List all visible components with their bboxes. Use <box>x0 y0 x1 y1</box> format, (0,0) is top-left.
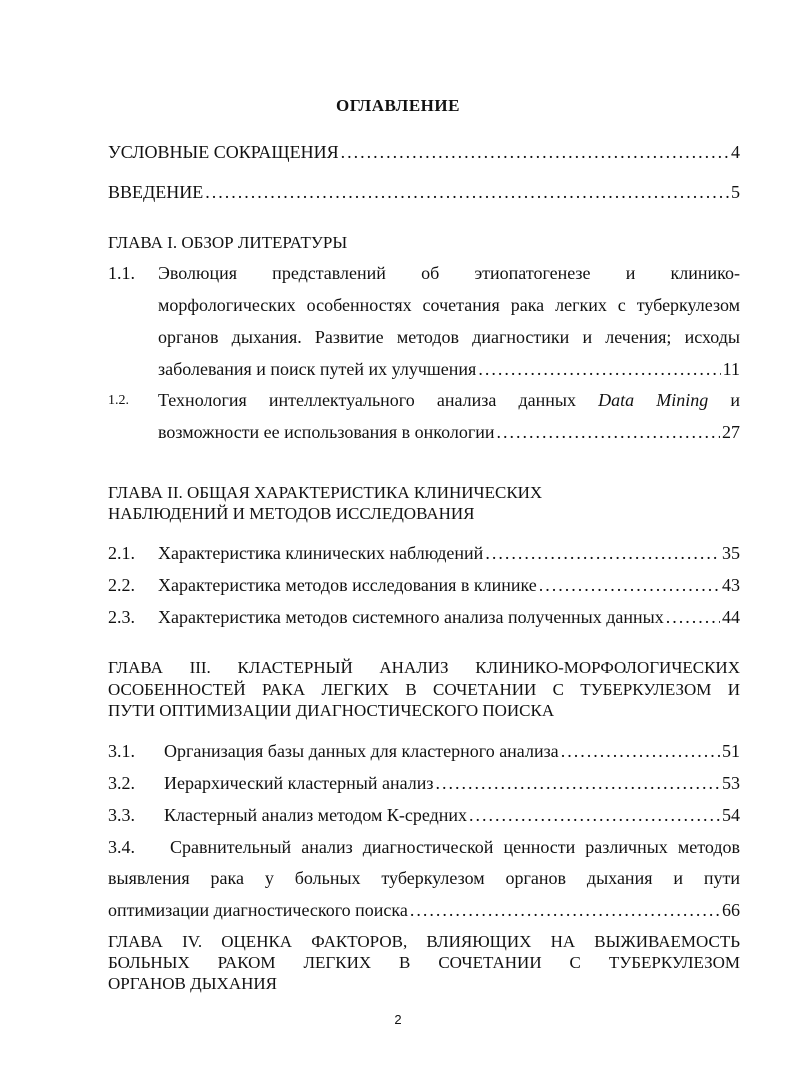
heading-line: ПУТИ ОПТИМИЗАЦИИ ДИАГНОСТИЧЕСКОГО ПОИСКА <box>108 701 555 720</box>
toc-label: УСЛОВНЫЕ СОКРАЩЕНИЯ <box>108 142 339 162</box>
heading-line: ГЛАВА IV. ОЦЕНКА ФАКТОРОВ, ВЛИЯЮЩИХ НА ВЫЖИВАЕМОСТЬ <box>108 932 740 951</box>
toc-line: Сравнительный анализ диагностической ценности различных методов <box>170 837 740 857</box>
section-number: 3.4. <box>108 837 135 857</box>
toc-text: Технология интеллектуального анализа данных <box>158 390 576 410</box>
dot-leader <box>469 803 720 827</box>
page-number: 2 <box>394 1012 402 1027</box>
toc-line: Эволюция представлений об этиопатогенезе и клинико- <box>158 263 740 283</box>
toc-page: 51 <box>722 741 740 761</box>
dot-leader <box>561 739 720 763</box>
toc-page: 4 <box>731 142 740 162</box>
toc-text: и <box>730 390 740 410</box>
section-number: 1.1. <box>108 263 135 283</box>
toc-page: 11 <box>722 359 740 379</box>
dot-leader <box>539 573 720 597</box>
dot-leader <box>436 771 720 795</box>
toc-entry-introduction[interactable] <box>108 180 740 204</box>
heading-line: ОСОБЕННОСТЕЙ РАКА ЛЕГКИХ В СОЧЕТАНИИ С ТУБЕРКУЛЕЗОМ И <box>108 680 740 699</box>
toc-entry-abbreviations[interactable] <box>108 140 740 164</box>
dot-leader <box>666 605 720 629</box>
section-number: 3.1. <box>108 741 135 761</box>
toc-line: морфологических особенностях сочетания рака легких с туберкулезом <box>158 295 740 315</box>
chapter-1-heading: ГЛАВА I. ОБЗОР ЛИТЕРАТУРЫ <box>108 233 348 252</box>
toc-label: возможности ее использования в онкологии <box>158 422 495 442</box>
dot-leader <box>341 140 729 164</box>
toc-label: Характеристика методов системного анализа полученных данных <box>158 607 664 627</box>
heading-line: БОЛЬНЫХ РАКОМ ЛЕГКИХ В СОЧЕТАНИИ С ТУБЕРКУЛЕЗОМ <box>108 953 740 972</box>
toc-label: Иерархический кластерный анализ <box>164 773 434 793</box>
toc-page: 44 <box>722 607 740 627</box>
toc-page: 66 <box>722 900 740 920</box>
toc-label: заболевания и поиск путей их улучшения <box>158 359 477 379</box>
toc-label: ВВЕДЕНИЕ <box>108 182 204 202</box>
toc-label: Организация базы данных для кластерного анализа <box>164 741 559 761</box>
dot-leader <box>497 420 720 444</box>
heading-line: ГЛАВА III. КЛАСТЕРНЫЙ АНАЛИЗ КЛИНИКО-МОРФОЛОГИЧЕСКИХ <box>108 658 740 677</box>
page-title: ОГЛАВЛЕНИЕ <box>336 96 460 115</box>
section-number: 3.2. <box>108 773 135 793</box>
toc-label: оптимизации диагностического поиска <box>108 900 408 920</box>
toc-page: 35 <box>722 543 740 563</box>
heading-line: ГЛАВА II. ОБЩАЯ ХАРАКТЕРИСТИКА КЛИНИЧЕСКИХ <box>108 483 543 502</box>
toc-text-italic: Data Mining <box>598 390 709 410</box>
toc-label: Характеристика клинических наблюдений <box>158 543 484 563</box>
dot-leader <box>478 357 720 381</box>
dot-leader <box>205 180 729 204</box>
toc-page: 54 <box>722 805 740 825</box>
toc-page: 53 <box>722 773 740 793</box>
toc-page: 5 <box>731 182 740 202</box>
toc-line <box>158 388 740 412</box>
heading-line: ОРГАНОВ ДЫХАНИЯ <box>108 974 277 993</box>
dot-leader <box>410 898 720 922</box>
toc-line: органов дыхания. Развитие методов диагностики и лечения; исходы <box>158 327 740 347</box>
section-number: 2.1. <box>108 543 135 563</box>
section-number: 2.2. <box>108 575 135 595</box>
section-number: 1.2. <box>108 393 129 408</box>
toc-page: 43 <box>722 575 740 595</box>
heading-line: НАБЛЮДЕНИЙ И МЕТОДОВ ИССЛЕДОВАНИЯ <box>108 504 475 523</box>
dot-leader <box>485 541 720 565</box>
toc-label: Кластерный анализ методом К-средних <box>164 805 468 825</box>
section-number: 3.3. <box>108 805 135 825</box>
toc-page: 27 <box>722 422 740 442</box>
toc-line: выявления рака у больных туберкулезом органов дыхания и пути <box>108 868 740 888</box>
toc-label: Характеристика методов исследования в клинике <box>158 575 537 595</box>
section-number: 2.3. <box>108 607 135 627</box>
